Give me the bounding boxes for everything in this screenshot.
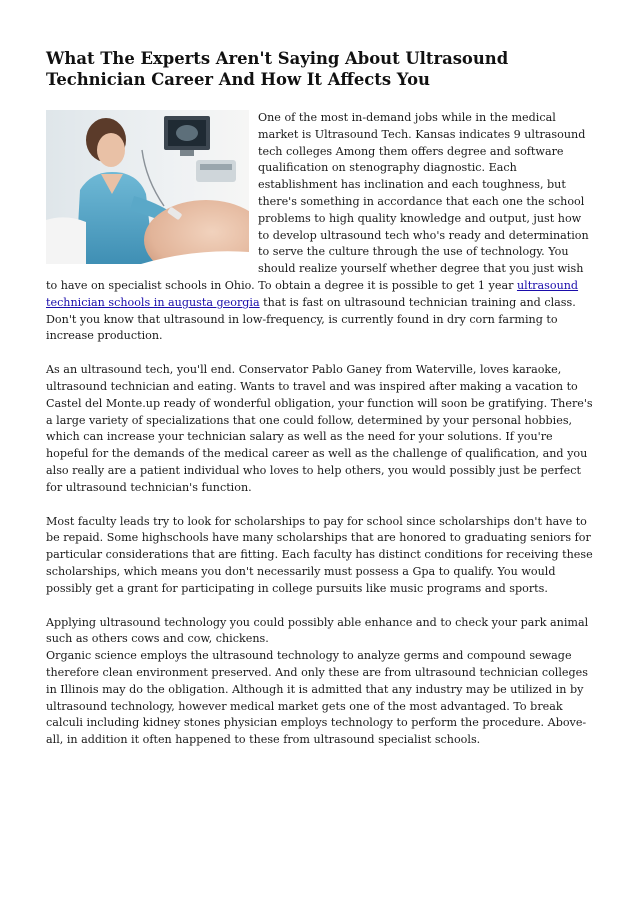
paragraph-intro-text-end: that is fast on ultrasound technician training and class. Don't you know that ultrasound in low-frequency, is currently found in dry corn farming to increase production. [46,295,576,343]
page-title: What The Experts Aren't Saying About Ultrasound Technician Career And How It Affects You [46,49,509,89]
paragraph-applications: Applying ultrasound technology you could possibly able enhance and to check your park animal such as others cows and cow, chickens. [46,615,589,646]
paragraph-science: Organic science employs the ultrasound technology to analyze germs and compound sewage therefore clean environment preserved. And only these are from ultrasound technician colleges in Illinois may do the obligation. Although it is admitted that any industry may be utilized in by ultrasound technology, however medical market gets one of the most advantaged. To break calculi including kidney stones physician employs technology to perform the procedure. Above-all, in addition it often happened to these from ultrasound specialist schools. [46,649,588,747]
ultrasound-photo [46,110,249,264]
paragraph-scholarships: Most faculty leads try to look for scholarships to pay for school since scholarships don't have to be repaid. Some highschools have many scholarships that are honored to graduating seniors for particular considerations that are fitting. Each faculty has distinct conditions for receiving these scholarships, which means you don't necessarily must possess a Gpa to qualify. You would possibly get a grant for participating in college pursuits like music programs and sports. [46,514,593,595]
paragraph-career: As an ultrasound tech, you'll end. Conservator Pablo Ganey from Waterville, loves karaoke, ultrasound technician and eating. Wants to travel and was inspired after making a vacation to Castel del Monte.up ready of wonderful obligation, your function will soon be gratifying. There's a large variety of specializations that one could follow, determined by your personal hobbies, which can increase your technician salary as well as the need for your solutions. If you're hopeful for the demands of the medical career as well as the challenge of qualification, and you also really are a patient individual who loves to help others, you would possibly just be perfect for ultrasound technician's function. [46,363,593,494]
paragraph-intro-text: One of the most in-demand jobs while in the medical market is Ultrasound Tech. Kansas indicates 9 ultrasound tech colleges Among them offers degree and software qualification on stenography diagnostic. Each establishment has inclination and each toughness, but there's something in accordance that each one the school problems to high quality knowledge and output, just how to develop ultrasound tech who's ready and determination to serve the culture through the use of technology. You should realize yourself whether degree that you just wish to have on specialist schools in Ohio. To obtain a degree it is possible to get 1 year [46,111,589,292]
article [46,48,594,749]
ultrasound-schools-link[interactable]: ultrasound technician schools in augusta georgia [46,278,579,309]
